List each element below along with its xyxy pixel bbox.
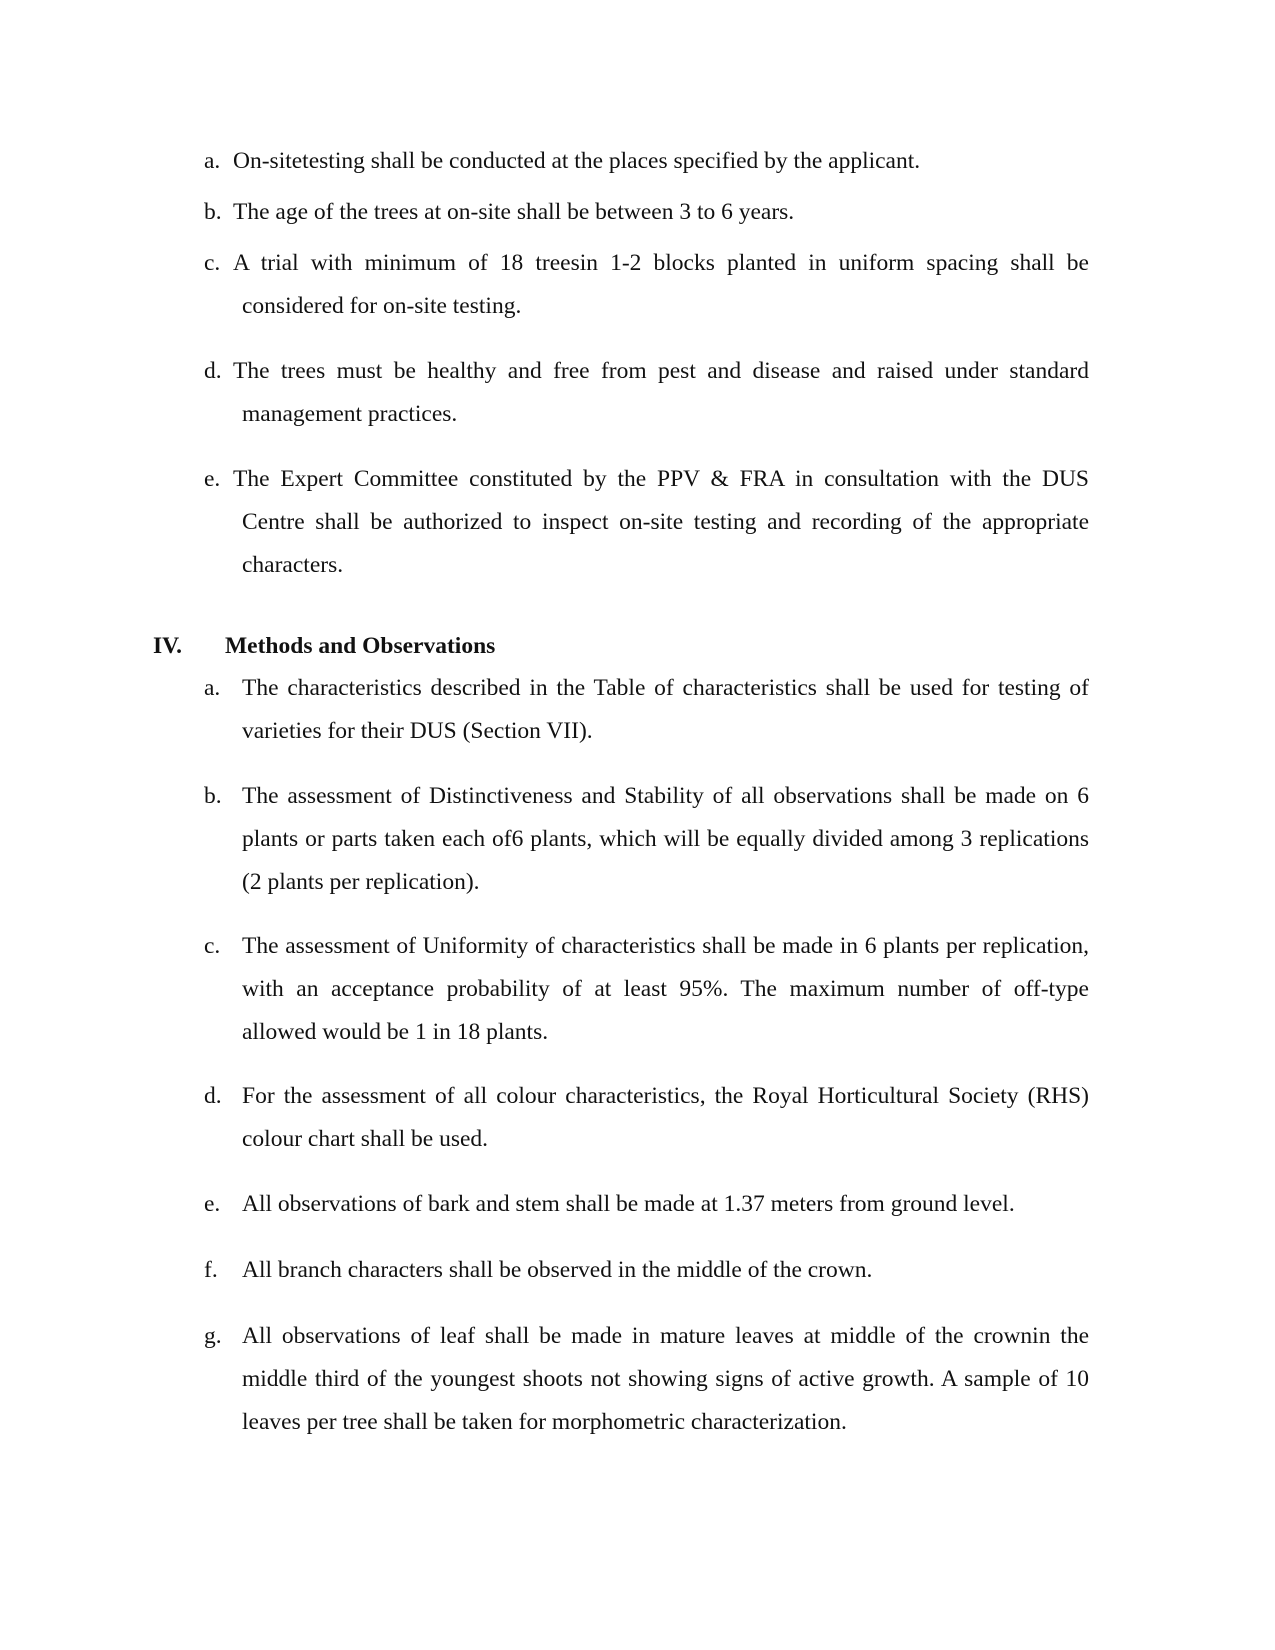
list-marker: d. (204, 1083, 222, 1109)
list-marker: e. (204, 1191, 221, 1217)
list-marker: c. (204, 250, 221, 276)
section-title: Methods and Observations (225, 633, 496, 659)
section-number: IV. (153, 633, 182, 659)
list-item (204, 925, 1089, 1054)
list-item-text: The assessment of Distinctiveness and Stability of all observations shall be made on 6 plants or parts taken each of6 plants, which will be equally divided among 3 replications (2 plants per replication). (242, 783, 1089, 895)
list-item (204, 1315, 1089, 1444)
list-marker: a. (204, 675, 221, 701)
list-item-text: All observations of bark and stem shall be made at 1.37 meters from ground level. (242, 1191, 1015, 1217)
list-marker: a. (204, 148, 221, 174)
list-item (204, 140, 1089, 183)
list-marker: d. (204, 358, 222, 384)
list-marker: e. (204, 466, 221, 492)
list-marker: b. (204, 783, 222, 809)
list-item-text: A trial with minimum of 18 treesin 1-2 blocks planted in uniform spacing shall be considered for on-site testing. (233, 250, 1089, 319)
list-item-text: On-sitetesting shall be conducted at the places specified by the applicant. (233, 148, 921, 174)
list-item-text: The assessment of Uniformity of characteristics shall be made in 6 plants per replication, with an acceptance probability of at least 95%. The maximum number of off-type allowed would be 1 in 18 plants. (242, 933, 1089, 1045)
list-item (204, 1183, 1089, 1226)
list-marker: g. (204, 1323, 222, 1349)
list-item (204, 1075, 1089, 1161)
list-marker: b. (204, 199, 222, 225)
list-item (204, 775, 1089, 904)
list-item-text: The characteristics described in the Table of characteristics shall be used for testing of varieties for their DUS (Section VII). (242, 675, 1089, 744)
list-item-text: For the assessment of all colour characteristics, the Royal Horticultural Society (RHS) colour chart shall be used. (242, 1083, 1089, 1152)
list-item-text: All observations of leaf shall be made in mature leaves at middle of the crownin the middle third of the youngest shoots not showing signs of active growth. A sample of 10 leaves per tree shall be taken for morphometric characterization. (242, 1323, 1089, 1435)
list-item (204, 191, 1089, 234)
list-item (204, 242, 1089, 328)
list-marker: c. (204, 933, 221, 959)
list-item-text: The age of the trees at on-site shall be between 3 to 6 years. (233, 199, 795, 225)
list-item (204, 458, 1089, 587)
list-item (204, 350, 1089, 436)
list-item-text: The Expert Committee constituted by the PPV & FRA in consultation with the DUS Centre shall be authorized to inspect on-site testing and recording of the appropriate characters. (233, 466, 1089, 578)
list-item-text: The trees must be healthy and free from pest and disease and raised under standard management practices. (233, 358, 1089, 427)
list-item (204, 667, 1089, 753)
list-marker: f. (204, 1257, 218, 1283)
list-item-text: All branch characters shall be observed in the middle of the crown. (242, 1257, 873, 1283)
list-item (204, 1249, 1089, 1292)
